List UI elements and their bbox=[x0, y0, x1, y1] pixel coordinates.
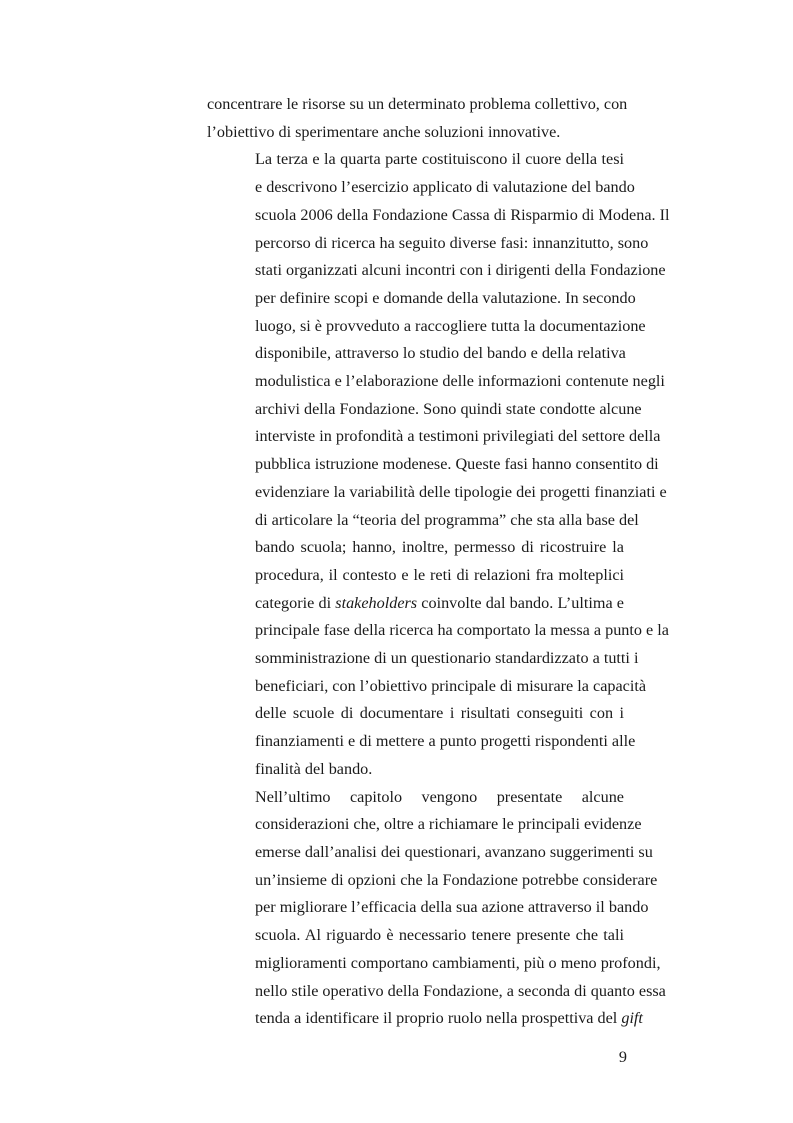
text-segment: emerse dall’analisi dei questionari, avanzano suggerimenti su bbox=[255, 842, 653, 861]
text-line bbox=[207, 978, 666, 1006]
text-line bbox=[207, 340, 624, 368]
text-line bbox=[207, 784, 624, 812]
paragraph bbox=[207, 784, 666, 1033]
text-line bbox=[207, 645, 639, 673]
text-segment: per definire scopi e domande della valutazione. In secondo bbox=[255, 288, 636, 307]
text-line bbox=[207, 285, 636, 313]
text-line bbox=[207, 146, 624, 174]
text-segment: nello stile operativo della Fondazione, a seconda di quanto essa bbox=[255, 981, 666, 1000]
text-segment: interviste in profondità a testimoni privilegiati del settore della bbox=[255, 427, 661, 446]
text-segment: La terza e la quarta parte costituiscono il cuore della tesi bbox=[255, 150, 624, 169]
text-line bbox=[207, 202, 670, 230]
text-segment: categorie di bbox=[255, 593, 336, 612]
text-segment: archivi della Fondazione. Sono quindi state condotte alcune bbox=[255, 399, 642, 418]
text-line bbox=[207, 894, 649, 922]
text-line bbox=[207, 562, 624, 590]
text-line bbox=[207, 368, 665, 396]
text-line bbox=[207, 230, 649, 258]
text-line bbox=[207, 119, 624, 147]
text-line bbox=[207, 174, 635, 202]
text-segment: percorso di ricerca ha seguito diverse fasi: innanzitutto, sono bbox=[255, 233, 649, 252]
text-segment: principale fase della ricerca ha comportato la messa a punto e la bbox=[255, 621, 669, 640]
body-text bbox=[207, 91, 670, 1033]
text-segment: un’insieme di opzioni che la Fondazione potrebbe considerare bbox=[255, 870, 658, 889]
text-line bbox=[207, 728, 636, 756]
text-segment: e descrivono l’esercizio applicato di valutazione del bando bbox=[255, 178, 635, 197]
text-line bbox=[207, 950, 661, 978]
text-segment: beneficiari, con l’obiettivo principale di misurare la capacità bbox=[255, 676, 647, 695]
text-line bbox=[207, 423, 661, 451]
text-line bbox=[207, 313, 646, 341]
text-line bbox=[207, 534, 624, 562]
text-segment: miglioramenti comportano cambiamenti, più o meno profondi, bbox=[255, 953, 661, 972]
text-segment: finanziamenti e di mettere a punto progetti rispondenti alle bbox=[255, 732, 636, 751]
text-line bbox=[207, 867, 658, 895]
text-segment: scuola 2006 della Fondazione Cassa di Risparmio di Modena. Il bbox=[255, 205, 670, 224]
text-segment: tenda a identificare il proprio ruolo nella prospettiva del bbox=[255, 1009, 622, 1028]
text-segment: finalità del bando. bbox=[255, 759, 373, 778]
text-line bbox=[207, 617, 669, 645]
text-segment: Nell’ultimo capitolo vengono presentate alcune bbox=[255, 787, 624, 806]
text-segment: modulistica e l’elaborazione delle informazioni contenute negli bbox=[255, 372, 665, 391]
text-segment: delle scuole di documentare i risultati conseguiti con i bbox=[255, 704, 624, 723]
text-segment: coinvolte dal bando. L’ultima e bbox=[417, 593, 624, 612]
text-line bbox=[207, 590, 624, 618]
paragraph bbox=[207, 91, 628, 146]
italic-term: gift bbox=[621, 1009, 643, 1028]
text-segment: stati organizzati alcuni incontri con i dirigenti della Fondazione bbox=[255, 261, 666, 280]
paragraph bbox=[207, 146, 670, 783]
text-segment: di articolare la “teoria del programma” che sta alla base del bbox=[255, 510, 639, 529]
text-line bbox=[207, 922, 624, 950]
text-line bbox=[207, 811, 642, 839]
text-line bbox=[207, 479, 667, 507]
text-segment: somministrazione di un questionario standardizzato a tutti i bbox=[255, 649, 639, 668]
text-segment: scuola. Al riguardo è necessario tenere presente che tali bbox=[255, 926, 624, 945]
text-line bbox=[207, 257, 666, 285]
text-line bbox=[207, 700, 624, 728]
text-segment: evidenziare la variabilità delle tipologie dei progetti finanziati e bbox=[255, 482, 667, 501]
text-segment: luogo, si è provveduto a raccogliere tutta la documentazione bbox=[255, 316, 646, 335]
text-line bbox=[207, 451, 659, 479]
text-line bbox=[207, 1005, 643, 1033]
page-number: 9 bbox=[618, 1048, 627, 1066]
text-segment: considerazioni che, oltre a richiamare le principali evidenze bbox=[255, 815, 642, 834]
text-segment: l’obiettivo di sperimentare anche soluzioni innovative. bbox=[207, 122, 561, 141]
text-segment: per migliorare l’efficacia della sua azione attraverso il bando bbox=[255, 898, 649, 917]
text-segment: procedura, il contesto e le reti di relazioni fra molteplici bbox=[255, 565, 624, 584]
italic-term: stakeholders bbox=[335, 593, 418, 612]
text-line bbox=[207, 91, 628, 119]
text-line bbox=[207, 839, 653, 867]
text-line bbox=[207, 396, 642, 424]
text-segment: concentrare le risorse su un determinato problema collettivo, con bbox=[207, 95, 628, 113]
text-segment: pubblica istruzione modenese. Queste fasi hanno consentito di bbox=[255, 455, 659, 474]
text-line bbox=[207, 507, 639, 535]
text-line bbox=[207, 673, 647, 701]
text-segment: disponibile, attraverso lo studio del bando e della relativa bbox=[255, 344, 626, 363]
text-segment: bando scuola; hanno, inoltre, permesso di ricostruire la bbox=[255, 538, 624, 557]
text-line bbox=[207, 756, 624, 784]
